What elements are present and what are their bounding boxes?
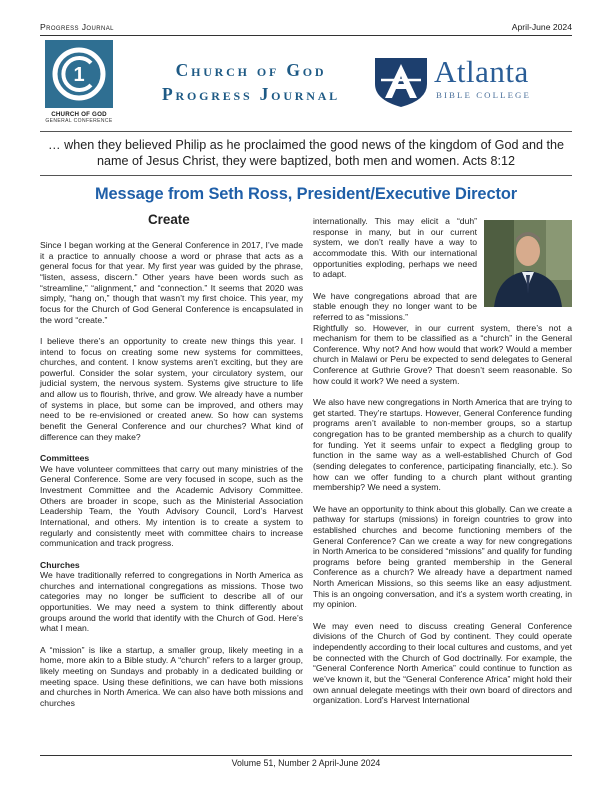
svg-text:1: 1 [73, 64, 85, 86]
paragraph-start: We have congregations abroad that are stable enough they no longer want to be referred to as “missions.” [313, 290, 477, 322]
running-head-right: April-June 2024 [511, 22, 572, 32]
paragraph: We have an opportunity to think about this globally. Can we create a pathway for startups (missions) in foreign countries to grow into established churches and become functioning members of the General Conference? Can we create a way for new congregations in North America to be considered “missions” and qualify for funding programs before being granted membership in the General Conference as a church? We already have a department named North American Missions, so this seems like an easy adjustment. This is an ongoing conversation, and it’s a system worth creating, in my opinion. [313, 503, 572, 610]
abc-shield-icon [372, 56, 430, 108]
verse-rule-bottom [40, 175, 572, 176]
cog-logo-mark [45, 40, 113, 108]
section-heading-churches: Churches [40, 559, 80, 570]
section-heading-committees: Committees [40, 453, 90, 463]
abc-logo-sub: BIBLE COLLEGE [436, 90, 531, 100]
cog-logo-sub: GENERAL CONFERENCE [45, 118, 113, 124]
paragraph-continued: Rightfully so. However, in our current system, there’s not a mechanism for them to be classified as a “church” in the General Conference. Why not? And how would that work? Would a member church in Malawi or Peru be expected to send delegates to General Conference at Guthrie Grove? That doesn’t seem reasonable. So how could it work? We need a system. [313, 322, 572, 386]
footer-rule [40, 755, 572, 756]
paragraph: We may even need to discuss creating General Conference divisions of the Church of God by continent. They could operate independently according to their local cultures and customs, and yet be connected with the Church of God doctrinally. For example, the “General Conference North America” could continue to function as we’ve known it, but the “General Conference Africa” might hold their own annual delegate meetings with their own board of directors and organization. Lord’s Harvest International [313, 620, 572, 706]
paragraph: We have volunteer committees that carry out many ministries of the General Conference. Some are very focused in scope, such as the Investment Committee and the Academic Advisory Committee. Others are broader in scope, such as the Ministerial Association Leadership Team, the Youth Advisory Council, Lord’s Harvest International, and others. My intention is to create a system to regularly and consistently meet with committee chairs to increase communication and track progress. [40, 463, 303, 549]
cog-logo-name: CHURCH OF GOD [51, 111, 107, 118]
running-head-left: Progress Journal [40, 22, 114, 32]
paragraph: We also have new congregations in North America that are trying to get started. They’re startups. However, General Conference funding programs aren’t available to non-member groups, so a startup congregation has to be granted membership as a church to qualify for funding. Yet it seems unfair to expect a fledgling group to function in the same way as a well-established Church of God (sending delegates to conference, participating financially, etc.). So how can we offer funding to a church plant without granting membership? We need a system. [313, 397, 572, 493]
scripture-verse: … when they believed Philip as he proclaimed the good news of the kingdom of God and the name of Jesus Christ, they were baptized, both men and women. Acts 8:12 [48, 138, 564, 168]
paragraph: I believe there’s an opportunity to create new things this year. I intend to focus on creating some new systems for committees, churches, and content. I know systems aren’t exciting, but they are powerful. Consider the solar system, your circulatory system, our judicial system, the nervous system. Systems give structure to life and allow us to flourish, thrive, and grow. We already have a number of systems in place, but some can be improved, and others may need to be re-envisioned or created anew. So how can systems benefit the General Conference and our churches? What kind of difference can they make? [40, 335, 303, 442]
abc-logo-word: Atlanta [434, 54, 529, 89]
paragraph: Since I began working at the General Conference in 2017, I’ve made it a practice to annually choose a word or phrase that acts as a general focus for that year. My first year was guided by the phrase, “listen, assess, discern.” Other years have been words such as “streamline,” “alignment,” and “connection.” It seems that 2020 was simply, “hang on,” though that wasn’t my first choice. This year, my focus for the Church of God General Conference is encapsulated in the word “create.” [40, 240, 303, 325]
paragraph: internationally. This may elicit a “duh” response in many, but in our current system, we don’t really have a way to accommodate this. With our international opportunities exploding, perhaps we need to adapt. [313, 216, 477, 280]
running-head [40, 22, 572, 34]
article-right-column [313, 216, 572, 717]
church-of-god-logo [45, 40, 117, 132]
issue-footer: Volume 51, Number 2 April-June 2024 [231, 758, 381, 768]
paragraph: We have traditionally referred to congregations in North America as churches and international congregations as missions. Those two categories may no longer be sufficient to describe all of our opportunities. We may need a system to think differently about groups around the world that identify with the Church of God. Here’s what I mean. [40, 570, 303, 634]
paragraph-narrow [313, 291, 572, 323]
masthead-line-1: Church of God [175, 60, 327, 80]
article-left-column [40, 240, 303, 719]
masthead-line-2: Progress Journal [162, 84, 340, 104]
article-subhead: Create [148, 212, 190, 227]
verse-rule-top [40, 131, 572, 132]
atlanta-bible-college-logo [372, 56, 572, 108]
masthead-title [140, 58, 362, 106]
article-headline: Message from Seth Ross, President/Executive Director [94, 185, 518, 203]
paragraph: A “mission” is like a startup, a smaller group, likely meeting in a home, more akin to a Bible study. A “church” refers to a larger group, likely meeting on Sundays and probably in a dedicated building or meeting space. Using these definitions, we can have both missions and churches in North America. We can also have both missions and churches [40, 644, 303, 708]
top-rule [40, 35, 572, 36]
